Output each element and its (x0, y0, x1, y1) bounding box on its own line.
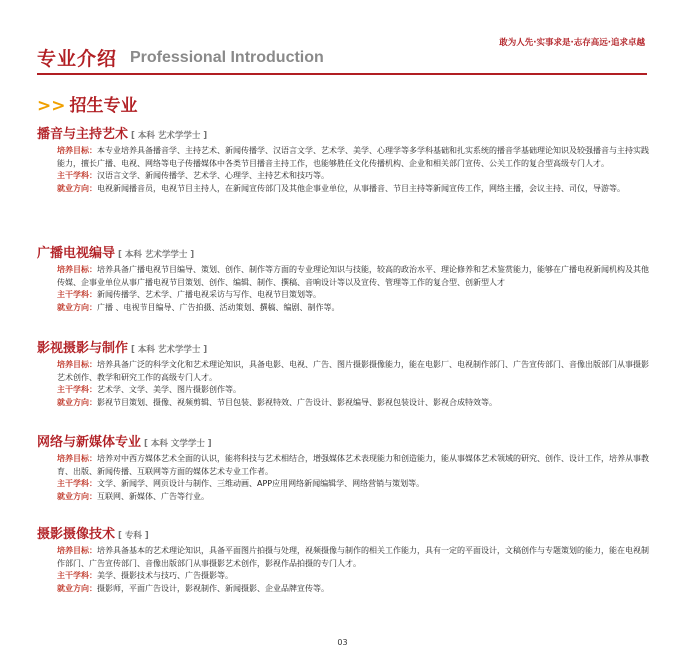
goal-label: 培养目标： (57, 360, 97, 369)
career-text: 影视节目策划、摄像、视频剪辑、节目包装、影视特效、广告设计、影视编导、影视包装设计、影视合成特效等。 (97, 397, 497, 407)
major-courses (37, 384, 649, 397)
double-chevron-icon: >> (37, 96, 66, 116)
page-title-english: Professional Introduction (130, 49, 324, 66)
major-courses (37, 478, 649, 491)
major-name: 网络与新媒体专业 (37, 435, 142, 450)
courses-text: 文学、新闻学、网页设计与制作、三维动画、APP应用网络新闻编辑学、网络营销与策划等。 (97, 479, 425, 489)
career-label: 就业方向： (57, 491, 97, 501)
courses-label: 主干学科： (57, 479, 97, 489)
courses-text: 艺术学、文学、美学、图片摄影创作等。 (97, 385, 241, 395)
major-heading (37, 126, 649, 145)
major-name: 广播电视编导 (37, 246, 116, 261)
major-heading (37, 434, 649, 453)
school-motto: 敢为人先·实事求是·志存高远·追求卓越 (499, 38, 645, 48)
page-header (0, 0, 685, 80)
major-block (37, 126, 649, 195)
section-title (37, 91, 138, 116)
major-courses (37, 170, 649, 183)
courses-label: 主干学科： (57, 571, 97, 581)
major-goal (37, 359, 649, 384)
goal-text: 本专业培养具备播音学、主持艺术、新闻传播学、汉语言文学、艺术学、美学、心理学等多学科基础和扎实系统的播音学基础理论知识及较强播音与主持实践能力，擅长广播、电视、网络等电子传播媒体中各类节目播音主持工作，也能够胜任文化传播机构、企业和相关部门宣传、公关工作的复合型高级专门人才。 (57, 146, 649, 168)
career-label: 就业方向： (57, 397, 97, 407)
header-divider (37, 73, 647, 75)
major-goal (37, 453, 649, 478)
section-title-text: 招生专业 (69, 96, 138, 116)
career-text: 互联网、新媒体、广告等行业。 (97, 491, 209, 501)
major-block (37, 434, 649, 503)
career-text: 广播 、电视节目编导、广告拍摄、活动策划、撰稿、编剧、制作等。 (97, 302, 340, 312)
major-goal (37, 264, 649, 289)
goal-text: 培养具备广播电视节目编导、策划、创作、制作等方面的专业理论知识与技能，较高的政治水平、理论修养和艺术鉴赏能力，能够在广播电视新闻机构及其他传媒、企事业单位从事广播电视节目策划、创作、编辑、制作、撰稿、音响设计等以及宣传、管理等工作的复合型、创新型人才 (57, 265, 649, 287)
courses-text: 美学、摄影技术与技巧、广告摄影等。 (97, 571, 233, 581)
career-label: 就业方向： (57, 583, 97, 593)
career-text: 摄影师，平面广告设计，影视制作、新闻摄影、企业品牌宣传等。 (97, 583, 329, 593)
goal-label: 培养目标： (57, 265, 97, 274)
courses-label: 主干学科： (57, 290, 97, 300)
career-label: 就业方向： (57, 302, 97, 312)
major-block (37, 526, 649, 595)
goal-text: 培养对中西方媒体艺术全面的认识，能将科技与艺术相结合，增强媒体艺术表现能力和创造能力，能从事媒体艺术领域的研究、创作、设计工作，培养从事教育、出版、新闻传播、互联网等方面的媒体艺术专业工作者。 (57, 454, 649, 476)
goal-text: 培养具备基本的艺术理论知识，具备平面图片拍摄与处理，视频摄像与制作的相关工作能力，具有一定的平面设计，文稿创作与专题策划的能力，能在电视制作部门、广告宣传部门、音像出版部门从事摄影艺术创作，影视作品拍摄的专门人才。 (57, 546, 649, 568)
courses-text: 新闻传播学、艺术学、广播电视采访与写作、电视节目策划等。 (97, 290, 321, 300)
courses-label: 主干学科： (57, 385, 97, 395)
career-label: 就业方向： (57, 183, 97, 193)
goal-text: 培养具备广泛的科学文化和艺术理论知识，具备电影、电视、广告、图片摄影摄像能力，能在电影厂、电视制作部门、广告宣传部门、音像出版部门从事摄影艺术创作、教学和研究工作的高级专门人才。 (57, 360, 649, 382)
major-courses (37, 570, 649, 583)
page-title: 专业介绍 (37, 48, 118, 70)
major-name: 摄影摄像技术 (37, 527, 116, 542)
courses-text: 汉语言文学、新闻传播学、艺术学、心理学、主持艺术和技巧等。 (97, 171, 329, 181)
major-block (37, 245, 649, 314)
major-block (37, 340, 649, 409)
major-heading (37, 526, 649, 545)
courses-label: 主干学科： (57, 171, 97, 181)
goal-label: 培养目标： (57, 546, 97, 555)
major-degree-tag: [ 本科 艺术学学士 ] (131, 131, 208, 141)
major-career (37, 302, 649, 315)
goal-label: 培养目标： (57, 146, 97, 155)
major-career (37, 491, 649, 504)
major-goal (37, 145, 649, 170)
page-number: 03 (337, 638, 348, 647)
career-text: 电视新闻播音员，电视节目主持人，在新闻宣传部门及其他企事业单位，从事播音、节目主持等新闻宣传工作，网络主播，会议主持、司仪，导游等。 (97, 183, 625, 193)
major-heading (37, 245, 649, 264)
major-goal (37, 545, 649, 570)
major-career (37, 583, 649, 596)
major-courses (37, 289, 649, 302)
major-career (37, 397, 649, 410)
major-name: 影视摄影与制作 (37, 341, 129, 356)
goal-label: 培养目标： (57, 454, 97, 463)
major-degree-tag: [ 本科 艺术学学士 ] (118, 250, 195, 260)
major-degree-tag: [ 专科 ] (118, 531, 149, 541)
major-name: 播音与主持艺术 (37, 127, 129, 142)
major-degree-tag: [ 本科 艺术学学士 ] (131, 345, 208, 355)
major-degree-tag: [ 本科 文学学士 ] (144, 439, 212, 449)
major-career (37, 183, 649, 196)
major-heading (37, 340, 649, 359)
